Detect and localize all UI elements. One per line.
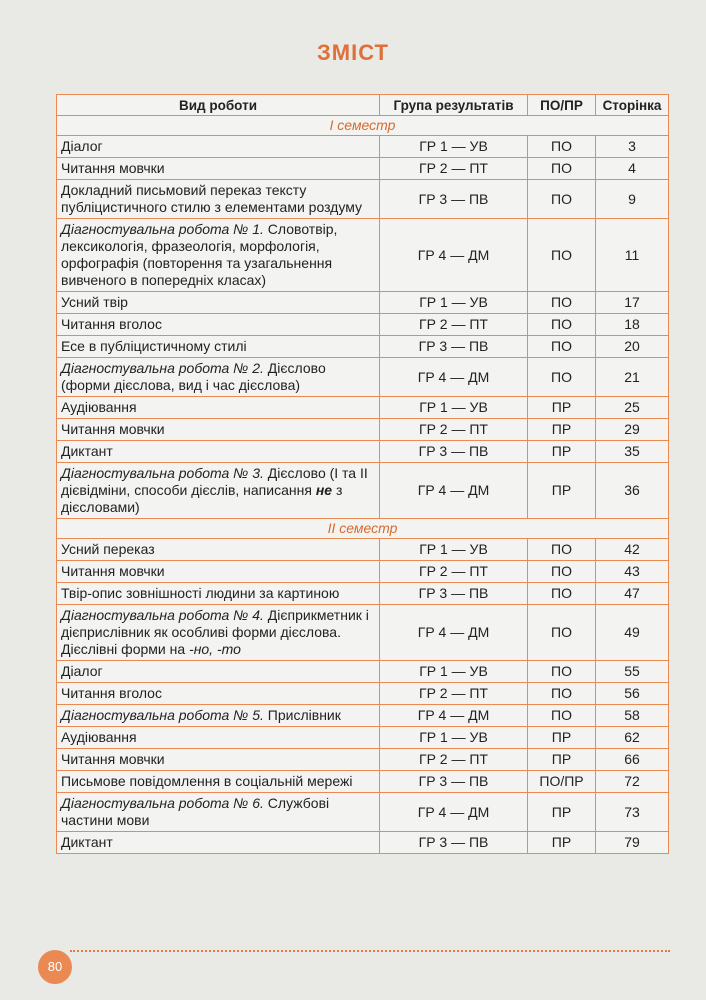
activity-cell — [57, 136, 380, 158]
page-cell: 58 — [596, 705, 669, 727]
page-cell: 25 — [596, 397, 669, 419]
type-cell: ПО — [528, 358, 596, 397]
page-cell: 56 — [596, 683, 669, 705]
page-title: ЗМІСТ — [317, 40, 389, 65]
type-cell: ПР — [528, 793, 596, 832]
type-cell: ПО — [528, 683, 596, 705]
group-cell: ГР 2 — ПТ — [380, 419, 528, 441]
page-cell: 9 — [596, 180, 669, 219]
activity-title: Твір-опис зовнішності людини за картиною — [61, 585, 340, 601]
type-cell: ПО — [528, 561, 596, 583]
type-cell: ПО — [528, 336, 596, 358]
activity-title: Читання вголос — [61, 316, 162, 332]
type-cell: ПР — [528, 441, 596, 463]
table-row — [57, 463, 669, 519]
activity-cell — [57, 661, 380, 683]
activity-cell — [57, 158, 380, 180]
activity-title: Діалог — [61, 663, 103, 679]
group-cell: ГР 4 — ДМ — [380, 463, 528, 519]
activity-cell — [57, 539, 380, 561]
page-cell: 73 — [596, 793, 669, 832]
group-cell: ГР 2 — ПТ — [380, 158, 528, 180]
diagnostic-label: Діагностувальна робота № 5. — [61, 707, 264, 723]
activity-title: Читання мовчки — [61, 421, 165, 437]
group-cell: ГР 3 — ПВ — [380, 771, 528, 793]
group-cell: ГР 4 — ДМ — [380, 705, 528, 727]
table-row — [57, 683, 669, 705]
activity-cell — [57, 832, 380, 854]
activity-title: Читання мовчки — [61, 160, 165, 176]
header-group: Група результатів — [380, 95, 528, 116]
table-row — [57, 561, 669, 583]
diagnostic-label: Діагностувальна робота № 3. — [61, 465, 264, 481]
type-cell: ПО — [528, 314, 596, 336]
activity-title: Докладний письмовий переказ тексту публіцистичного стилю з елементами роздуму — [61, 182, 362, 215]
group-cell: ГР 3 — ПВ — [380, 441, 528, 463]
page-cell: 35 — [596, 441, 669, 463]
table-row — [57, 583, 669, 605]
activity-title: Дієслово (І та ІІ дієвідміни, способи дієслів, написання — [61, 465, 368, 498]
group-cell: ГР 3 — ПВ — [380, 180, 528, 219]
type-cell: ПО — [528, 292, 596, 314]
group-cell: ГР 1 — УВ — [380, 661, 528, 683]
activity-title: Диктант — [61, 443, 113, 459]
page-cell: 79 — [596, 832, 669, 854]
table-row — [57, 539, 669, 561]
page-cell: 18 — [596, 314, 669, 336]
activity-title: Диктант — [61, 834, 113, 850]
type-cell: ПО/ПР — [528, 771, 596, 793]
type-cell: ПР — [528, 832, 596, 854]
activity-title: Словотвір, лексикологія, фразеологія, морфологія, орфографія (повторення та узагальнення вивченого в попередніх класах) — [61, 221, 338, 288]
group-cell: ГР 4 — ДМ — [380, 219, 528, 292]
activity-cell — [57, 771, 380, 793]
activity-title: Дієслово (форми дієслова, вид і час дієслова) — [61, 360, 326, 393]
table-row — [57, 397, 669, 419]
activity-title-tail: з дієсловами) — [61, 482, 343, 515]
activity-cell — [57, 358, 380, 397]
activity-cell — [57, 561, 380, 583]
type-cell: ПО — [528, 136, 596, 158]
activity-cell — [57, 749, 380, 771]
type-cell: ПО — [528, 661, 596, 683]
type-cell: ПО — [528, 219, 596, 292]
header-row — [57, 95, 669, 116]
group-cell: ГР 3 — ПВ — [380, 336, 528, 358]
page-cell: 29 — [596, 419, 669, 441]
dotted-divider — [70, 950, 670, 954]
diagnostic-label: Діагностувальна робота № 4. — [61, 607, 264, 623]
activity-title: Письмове повідомлення в соціальній мережі — [61, 773, 353, 789]
table-row — [57, 219, 669, 292]
diagnostic-label: Діагностувальна робота № 6. — [61, 795, 264, 811]
type-cell: ПО — [528, 605, 596, 661]
table-row — [57, 136, 669, 158]
diagnostic-label: Діагностувальна робота № 1. — [61, 221, 264, 237]
suffix-text: -но, -то — [189, 641, 241, 657]
activity-title: Прислівник — [263, 707, 341, 723]
activity-cell — [57, 727, 380, 749]
activity-title: Читання вголос — [61, 685, 162, 701]
group-cell: ГР 4 — ДМ — [380, 605, 528, 661]
activity-cell — [57, 397, 380, 419]
table-body — [57, 116, 669, 854]
semester-row — [57, 519, 669, 539]
type-cell: ПО — [528, 705, 596, 727]
page-cell: 4 — [596, 158, 669, 180]
table-row — [57, 605, 669, 661]
header-activity: Вид роботи — [57, 95, 380, 116]
semester-row — [57, 116, 669, 136]
table-row — [57, 314, 669, 336]
activity-title: Діалог — [61, 138, 103, 154]
type-cell: ПР — [528, 749, 596, 771]
page-cell: 3 — [596, 136, 669, 158]
group-cell: ГР 1 — УВ — [380, 539, 528, 561]
table-row — [57, 749, 669, 771]
activity-title: Читання мовчки — [61, 563, 165, 579]
activity-cell — [57, 292, 380, 314]
table-row — [57, 292, 669, 314]
activity-cell — [57, 793, 380, 832]
diagnostic-label: Діагностувальна робота № 2. — [61, 360, 264, 376]
group-cell: ГР 1 — УВ — [380, 292, 528, 314]
page-cell: 42 — [596, 539, 669, 561]
table-row — [57, 419, 669, 441]
activity-cell — [57, 683, 380, 705]
activity-cell — [57, 219, 380, 292]
page-cell: 47 — [596, 583, 669, 605]
group-cell: ГР 1 — УВ — [380, 136, 528, 158]
table-row — [57, 832, 669, 854]
table-row — [57, 727, 669, 749]
group-cell: ГР 3 — ПВ — [380, 832, 528, 854]
group-cell: ГР 2 — ПТ — [380, 749, 528, 771]
type-cell: ПО — [528, 583, 596, 605]
activity-title: Аудіювання — [61, 399, 137, 415]
group-cell: ГР 1 — УВ — [380, 397, 528, 419]
table-row — [57, 358, 669, 397]
activity-title: Усний твір — [61, 294, 128, 310]
table-row — [57, 336, 669, 358]
activity-cell — [57, 314, 380, 336]
activity-title: Читання мовчки — [61, 751, 165, 767]
table-row — [57, 793, 669, 832]
table-row — [57, 661, 669, 683]
table-row — [57, 705, 669, 727]
group-cell: ГР 4 — ДМ — [380, 793, 528, 832]
activity-title: Усний переказ — [61, 541, 155, 557]
type-cell: ПО — [528, 180, 596, 219]
type-cell: ПР — [528, 727, 596, 749]
type-cell: ПО — [528, 539, 596, 561]
emphasis-text: не — [315, 482, 333, 498]
page-number-badge: 80 — [38, 950, 72, 984]
table-row — [57, 771, 669, 793]
page-cell: 49 — [596, 605, 669, 661]
activity-title: Службові частини мови — [61, 795, 330, 828]
contents-table — [56, 94, 669, 854]
type-cell: ПР — [528, 397, 596, 419]
activity-cell — [57, 336, 380, 358]
activity-cell — [57, 441, 380, 463]
group-cell: ГР 2 — ПТ — [380, 561, 528, 583]
type-cell: ПР — [528, 463, 596, 519]
header-page: Сторінка — [596, 95, 669, 116]
activity-cell — [57, 583, 380, 605]
page-cell: 62 — [596, 727, 669, 749]
page-cell: 17 — [596, 292, 669, 314]
table-row — [57, 180, 669, 219]
semester-label: І семестр — [57, 116, 669, 136]
type-cell: ПО — [528, 158, 596, 180]
table-row — [57, 441, 669, 463]
page-cell: 11 — [596, 219, 669, 292]
type-cell: ПР — [528, 419, 596, 441]
page-cell: 66 — [596, 749, 669, 771]
activity-cell — [57, 605, 380, 661]
activity-cell — [57, 705, 380, 727]
page-cell: 36 — [596, 463, 669, 519]
group-cell: ГР 2 — ПТ — [380, 683, 528, 705]
header-type: ПО/ПР — [528, 95, 596, 116]
activity-title: Есе в публіцистичному стилі — [61, 338, 247, 354]
group-cell: ГР 1 — УВ — [380, 727, 528, 749]
page-cell: 43 — [596, 561, 669, 583]
activity-cell — [57, 180, 380, 219]
table-row — [57, 158, 669, 180]
activity-cell — [57, 419, 380, 441]
semester-label: ІІ семестр — [57, 519, 669, 539]
page-cell: 20 — [596, 336, 669, 358]
activity-title: Дієприкметник і дієприслівник як особливі форми дієслова. Дієслівні форми на — [61, 607, 369, 657]
group-cell: ГР 2 — ПТ — [380, 314, 528, 336]
activity-title: Аудіювання — [61, 729, 137, 745]
activity-cell — [57, 463, 380, 519]
page-cell: 21 — [596, 358, 669, 397]
page-cell: 72 — [596, 771, 669, 793]
group-cell: ГР 4 — ДМ — [380, 358, 528, 397]
page-cell: 55 — [596, 661, 669, 683]
group-cell: ГР 3 — ПВ — [380, 583, 528, 605]
